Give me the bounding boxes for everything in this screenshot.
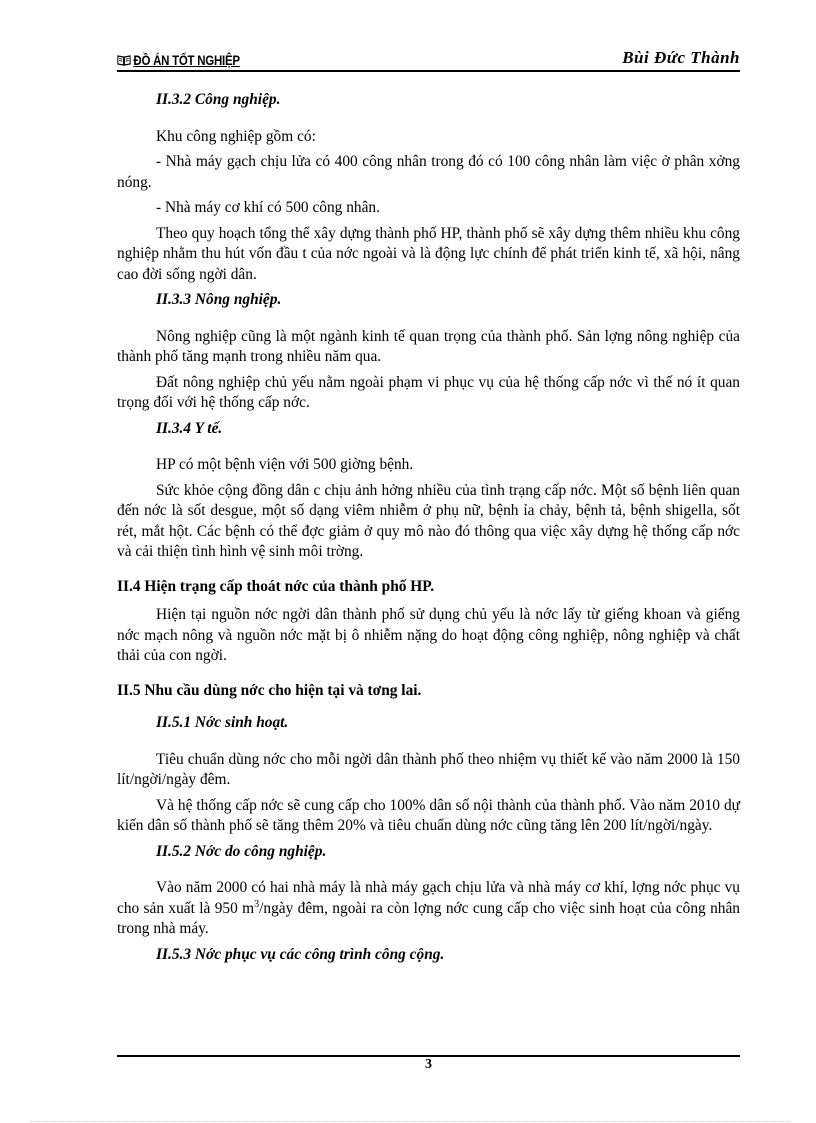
paragraph: Và hệ thống cấp nớc sẽ cung cấp cho 100% dân số nội thành của thành phố. Vào năm 2010 dự kiến dân số thành phố sẽ tăng thêm 20% và tiêu chuẩn dùng nớc cũng tăng lên 200 lít/ngời/ngày.: [117, 796, 740, 834]
section-heading: II.3.3 Nông nghiệp.: [156, 291, 282, 308]
paragraph: HP có một bệnh viện với 500 giờng bệnh.: [156, 456, 414, 473]
page-edge-divider: [30, 1121, 790, 1122]
chapter-heading: II.5 Nhu cầu dùng nớc cho hiện tại và tơng lai.: [117, 681, 422, 699]
paragraph: Nông nghiệp cũng là một ngành kinh tế quan trọng của thành phố. Sản lợng nông nghiệp của thành phố tăng mạnh trong nhiều năm qua.: [117, 327, 740, 365]
paragraph: Đất nông nghiệp chủ yếu nằm ngoài phạm vi phục vụ của hệ thống cấp nớc vì thế nó ít quan trọng đối với hệ thống cấp nớc.: [117, 373, 740, 411]
paragraph: Sức khỏe cộng đồng dân c chịu ảnh hởng nhiều của tình trạng cấp nớc. Một số bệnh liên quan đến nớc là sốt desgue, một số dạng viêm nhiễm ở phụ nữ, bệnh ỉa chảy, bệnh tả, bệnh shigella, sốt rét, mắt hột. Các bệnh có thể đợc giảm ở quy mô nào đó thông qua việc xây dựng hệ thống cấp nớc và cải thiện tình hình vệ sinh môi trờng.: [117, 481, 740, 560]
header-title: ĐỒ ÁN TỐT NGHIỆP: [133, 52, 240, 68]
section-heading: II.5.2 Nớc do công nghiệp.: [156, 842, 327, 860]
header-author: Bùi Đức Thành: [622, 48, 740, 67]
paragraph-text: /ngày đêm, ngoài ra còn lợng nớc cung cấp cho việc sinh hoạt của công nhân trong nhà máy.: [117, 899, 740, 937]
paragraph: [117, 878, 740, 940]
section-heading: II.5.1 Nớc sinh hoạt.: [156, 714, 289, 731]
section-heading: II.3.4 Y tế.: [156, 419, 223, 437]
open-book-icon: [117, 54, 131, 66]
header-document-type: [117, 52, 240, 68]
paragraph: Hiện tại nguồn nớc ngời dân thành phố sử dụng chủ yếu là nớc lấy từ giếng khoan và giếng nớc mạch nông và nguồn nớc mặt bị ô nhiễm nặng do hoạt động công nghiệp, nông nghiệp và chất thải của con ngời.: [117, 606, 740, 664]
page-header: [117, 50, 740, 72]
section-heading: II.3.2 Công nghiệp.: [156, 91, 281, 108]
paragraph: - Nhà máy gạch chịu lửa có 400 công nhân trong đó có 100 công nhân làm việc ở phân xởng nóng.: [117, 153, 740, 191]
page-number: 3: [425, 1057, 432, 1072]
superscript: 3: [254, 898, 260, 910]
chapter-heading: II.4 Hiện trạng cấp thoát nớc của thành phố HP.: [117, 577, 435, 595]
paragraph-text: Vào năm 2000 có hai nhà máy là nhà máy gạch chịu lửa và nhà máy cơ khí, lợng nớc phục vụ cho sản xuất là 950 m: [117, 879, 740, 917]
document-body: [117, 90, 740, 965]
paragraph: Theo quy hoạch tổng thể xây dựng thành phố HP, thành phố sẽ xây dựng thêm nhiều khu công nghiệp nhằm thu hút vốn đầu t của nớc ngoài và là động lực chính để phát triển kinh tế, xã hội, nâng cao đời sống ngời dân.: [117, 224, 740, 283]
section-heading: II.5.3 Nớc phục vụ các công trình công cộng.: [156, 945, 445, 963]
paragraph: Khu công nghiệp gồm có:: [156, 127, 316, 145]
paragraph: - Nhà máy cơ khí có 500 công nhân.: [156, 199, 380, 216]
paragraph: Tiêu chuẩn dùng nớc cho mỗi ngời dân thành phố theo nhiệm vụ thiết kế vào năm 2000 là 150 lít/ngời/ngày đêm.: [117, 750, 740, 788]
